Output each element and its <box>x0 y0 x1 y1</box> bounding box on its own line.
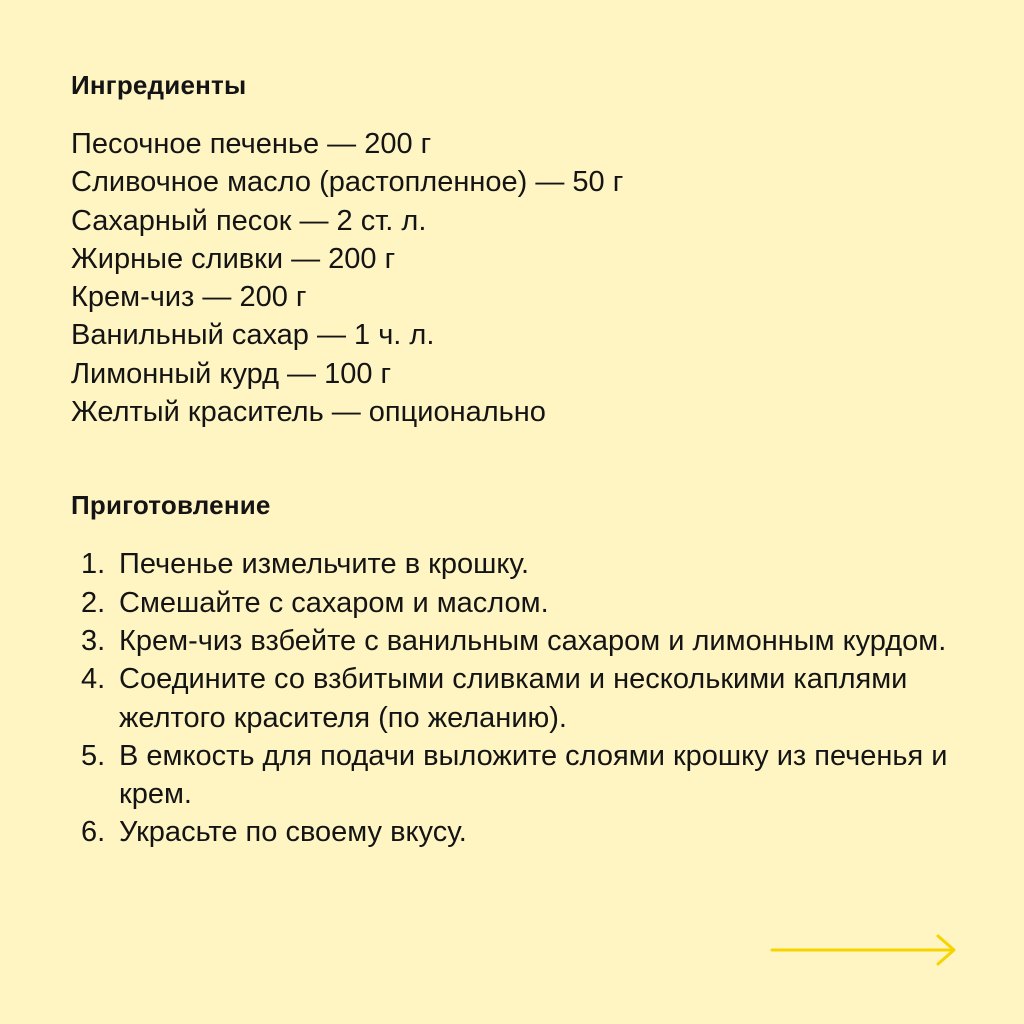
step-item <box>71 584 951 622</box>
preparation-steps-list <box>71 545 951 851</box>
ingredients-heading: Ингредиенты <box>71 70 247 100</box>
step-text: Печенье измельчите в крошку. <box>119 548 530 581</box>
ingredient-item: Жирные сливки — 200 г <box>71 242 396 275</box>
step-item <box>71 660 951 737</box>
ingredient-item: Ванильный сахар — 1 ч. л. <box>71 319 435 352</box>
recipe-card <box>71 68 951 852</box>
ingredient-item: Желтый краситель — опционально <box>71 396 546 429</box>
step-text: Украсьте по своему вкусу. <box>119 816 467 849</box>
ingredient-item: Сахарный песок — 2 ст. л. <box>71 204 427 237</box>
step-number: 5. <box>81 739 106 772</box>
preparation-heading: Приготовление <box>71 490 271 521</box>
step-text: Смешайте с сахаром и маслом. <box>119 586 549 619</box>
step-item <box>71 622 951 660</box>
step-item <box>71 545 951 583</box>
ingredient-item: Сливочное масло (растопленное) — 50 г <box>71 166 624 199</box>
step-number: 2. <box>81 586 106 619</box>
step-text: Крем-чиз взбейте с ванильным сахаром и лимонным курдом. <box>119 624 947 657</box>
ingredient-item: Лимонный курд — 100 г <box>71 357 392 390</box>
ingredient-item: Крем-чиз — 200 г <box>71 281 307 314</box>
step-number: 4. <box>81 663 106 696</box>
step-item <box>71 737 951 814</box>
step-number: 3. <box>81 624 106 657</box>
ingredient-item: Песочное печенье — 200 г <box>71 128 432 160</box>
step-text: В емкость для подачи выложите слоями крошку из печенья и крем. <box>119 739 948 811</box>
step-text: Соедините со взбитыми сливками и несколькими каплями желтого красителя (по желанию). <box>119 663 908 734</box>
ingredients-list <box>71 125 951 431</box>
step-item <box>71 813 951 851</box>
step-number: 6. <box>81 816 106 849</box>
step-number: 1. <box>81 548 106 581</box>
arrow-right-icon[interactable] <box>770 932 960 968</box>
